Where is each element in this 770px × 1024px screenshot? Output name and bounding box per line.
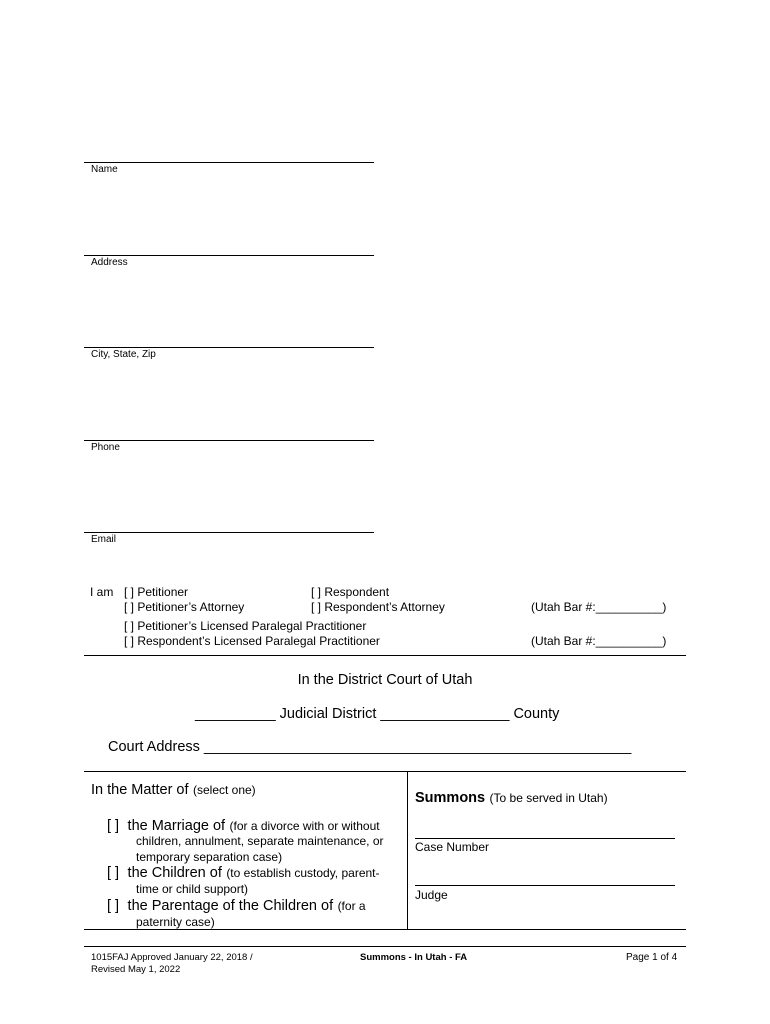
respondent-attorney-checkbox[interactable]: [ ] Respondent’s Attorney xyxy=(311,600,445,614)
address-label: Address xyxy=(91,257,128,268)
name-label: Name xyxy=(91,164,118,175)
option-title: the Marriage of xyxy=(127,818,226,834)
option-note-cont: temporary separation case) xyxy=(136,850,283,864)
phone-line[interactable] xyxy=(84,440,374,441)
matter-option-children[interactable] xyxy=(107,864,380,882)
petitioner-checkbox[interactable]: [ ] Petitioner xyxy=(124,585,189,599)
utah-bar-number-1[interactable]: (Utah Bar #:__________) xyxy=(531,600,667,614)
judge-line[interactable] xyxy=(415,885,675,886)
option-note: (for a xyxy=(337,899,366,913)
respondent-lpp-checkbox[interactable]: [ ] Respondent’s Licensed Paralegal Practitioner xyxy=(124,634,380,648)
name-line[interactable] xyxy=(84,162,374,163)
option-title: the Children of xyxy=(127,865,222,881)
case-number-line[interactable] xyxy=(415,838,675,839)
i-am-label: I am xyxy=(90,585,114,599)
option-note-cont: paternity case) xyxy=(136,915,215,929)
summons-title: Summons xyxy=(415,790,486,806)
court-title: In the District Court of Utah xyxy=(297,672,473,688)
section-divider xyxy=(84,655,686,656)
case-number-label: Case Number xyxy=(415,840,490,854)
option-checkbox[interactable]: [ ] xyxy=(107,898,120,914)
respondent-checkbox[interactable]: [ ] Respondent xyxy=(311,585,390,599)
option-note-cont: children, annulment, separate maintenance, or xyxy=(136,834,384,848)
footer-form-title: Summons - In Utah - FA xyxy=(360,952,468,963)
footer-left xyxy=(91,952,253,976)
box-divider xyxy=(407,771,408,929)
city-state-zip-label: City, State, Zip xyxy=(91,349,156,360)
matter-option-marriage[interactable] xyxy=(107,817,380,835)
utah-bar-number-2[interactable]: (Utah Bar #:__________) xyxy=(531,634,667,648)
address-line[interactable] xyxy=(84,255,374,256)
box-bottom-rule xyxy=(84,929,686,930)
matter-heading-text: In the Matter of xyxy=(91,782,189,798)
matter-option-parentage[interactable] xyxy=(107,897,366,915)
option-note: (for a divorce with or without xyxy=(229,819,380,833)
summons-heading xyxy=(415,789,608,807)
petitioner-lpp-checkbox[interactable]: [ ] Petitioner’s Licensed Paralegal Practitioner xyxy=(124,619,367,633)
matter-heading xyxy=(91,781,256,799)
option-checkbox[interactable]: [ ] xyxy=(107,818,120,834)
box-top-rule xyxy=(84,771,686,772)
judicial-district-line[interactable]: __________ Judicial District ________________ County xyxy=(195,706,560,722)
matter-heading-note: (select one) xyxy=(192,783,256,797)
judge-label: Judge xyxy=(415,888,448,902)
option-title: the Parentage of the Children of xyxy=(127,898,334,914)
court-address-line[interactable]: Court Address _____________________________________________________ xyxy=(108,739,632,755)
option-note-cont: time or child support) xyxy=(136,882,249,896)
footer-rule xyxy=(84,946,686,947)
page-number: Page 1 of 4 xyxy=(626,952,678,963)
email-label: Email xyxy=(91,534,117,545)
phone-label: Phone xyxy=(91,442,120,453)
option-note: (to establish custody, parent- xyxy=(226,866,380,880)
option-checkbox[interactable]: [ ] xyxy=(107,865,120,881)
summons-note: (To be served in Utah) xyxy=(489,791,608,805)
email-line[interactable] xyxy=(84,532,374,533)
form-approval: 1015FAJ Approved January 22, 2018 / xyxy=(91,952,253,963)
city-state-zip-line[interactable] xyxy=(84,347,374,348)
form-revision: Revised May 1, 2022 xyxy=(91,964,181,975)
petitioner-attorney-checkbox[interactable]: [ ] Petitioner’s Attorney xyxy=(124,600,245,614)
